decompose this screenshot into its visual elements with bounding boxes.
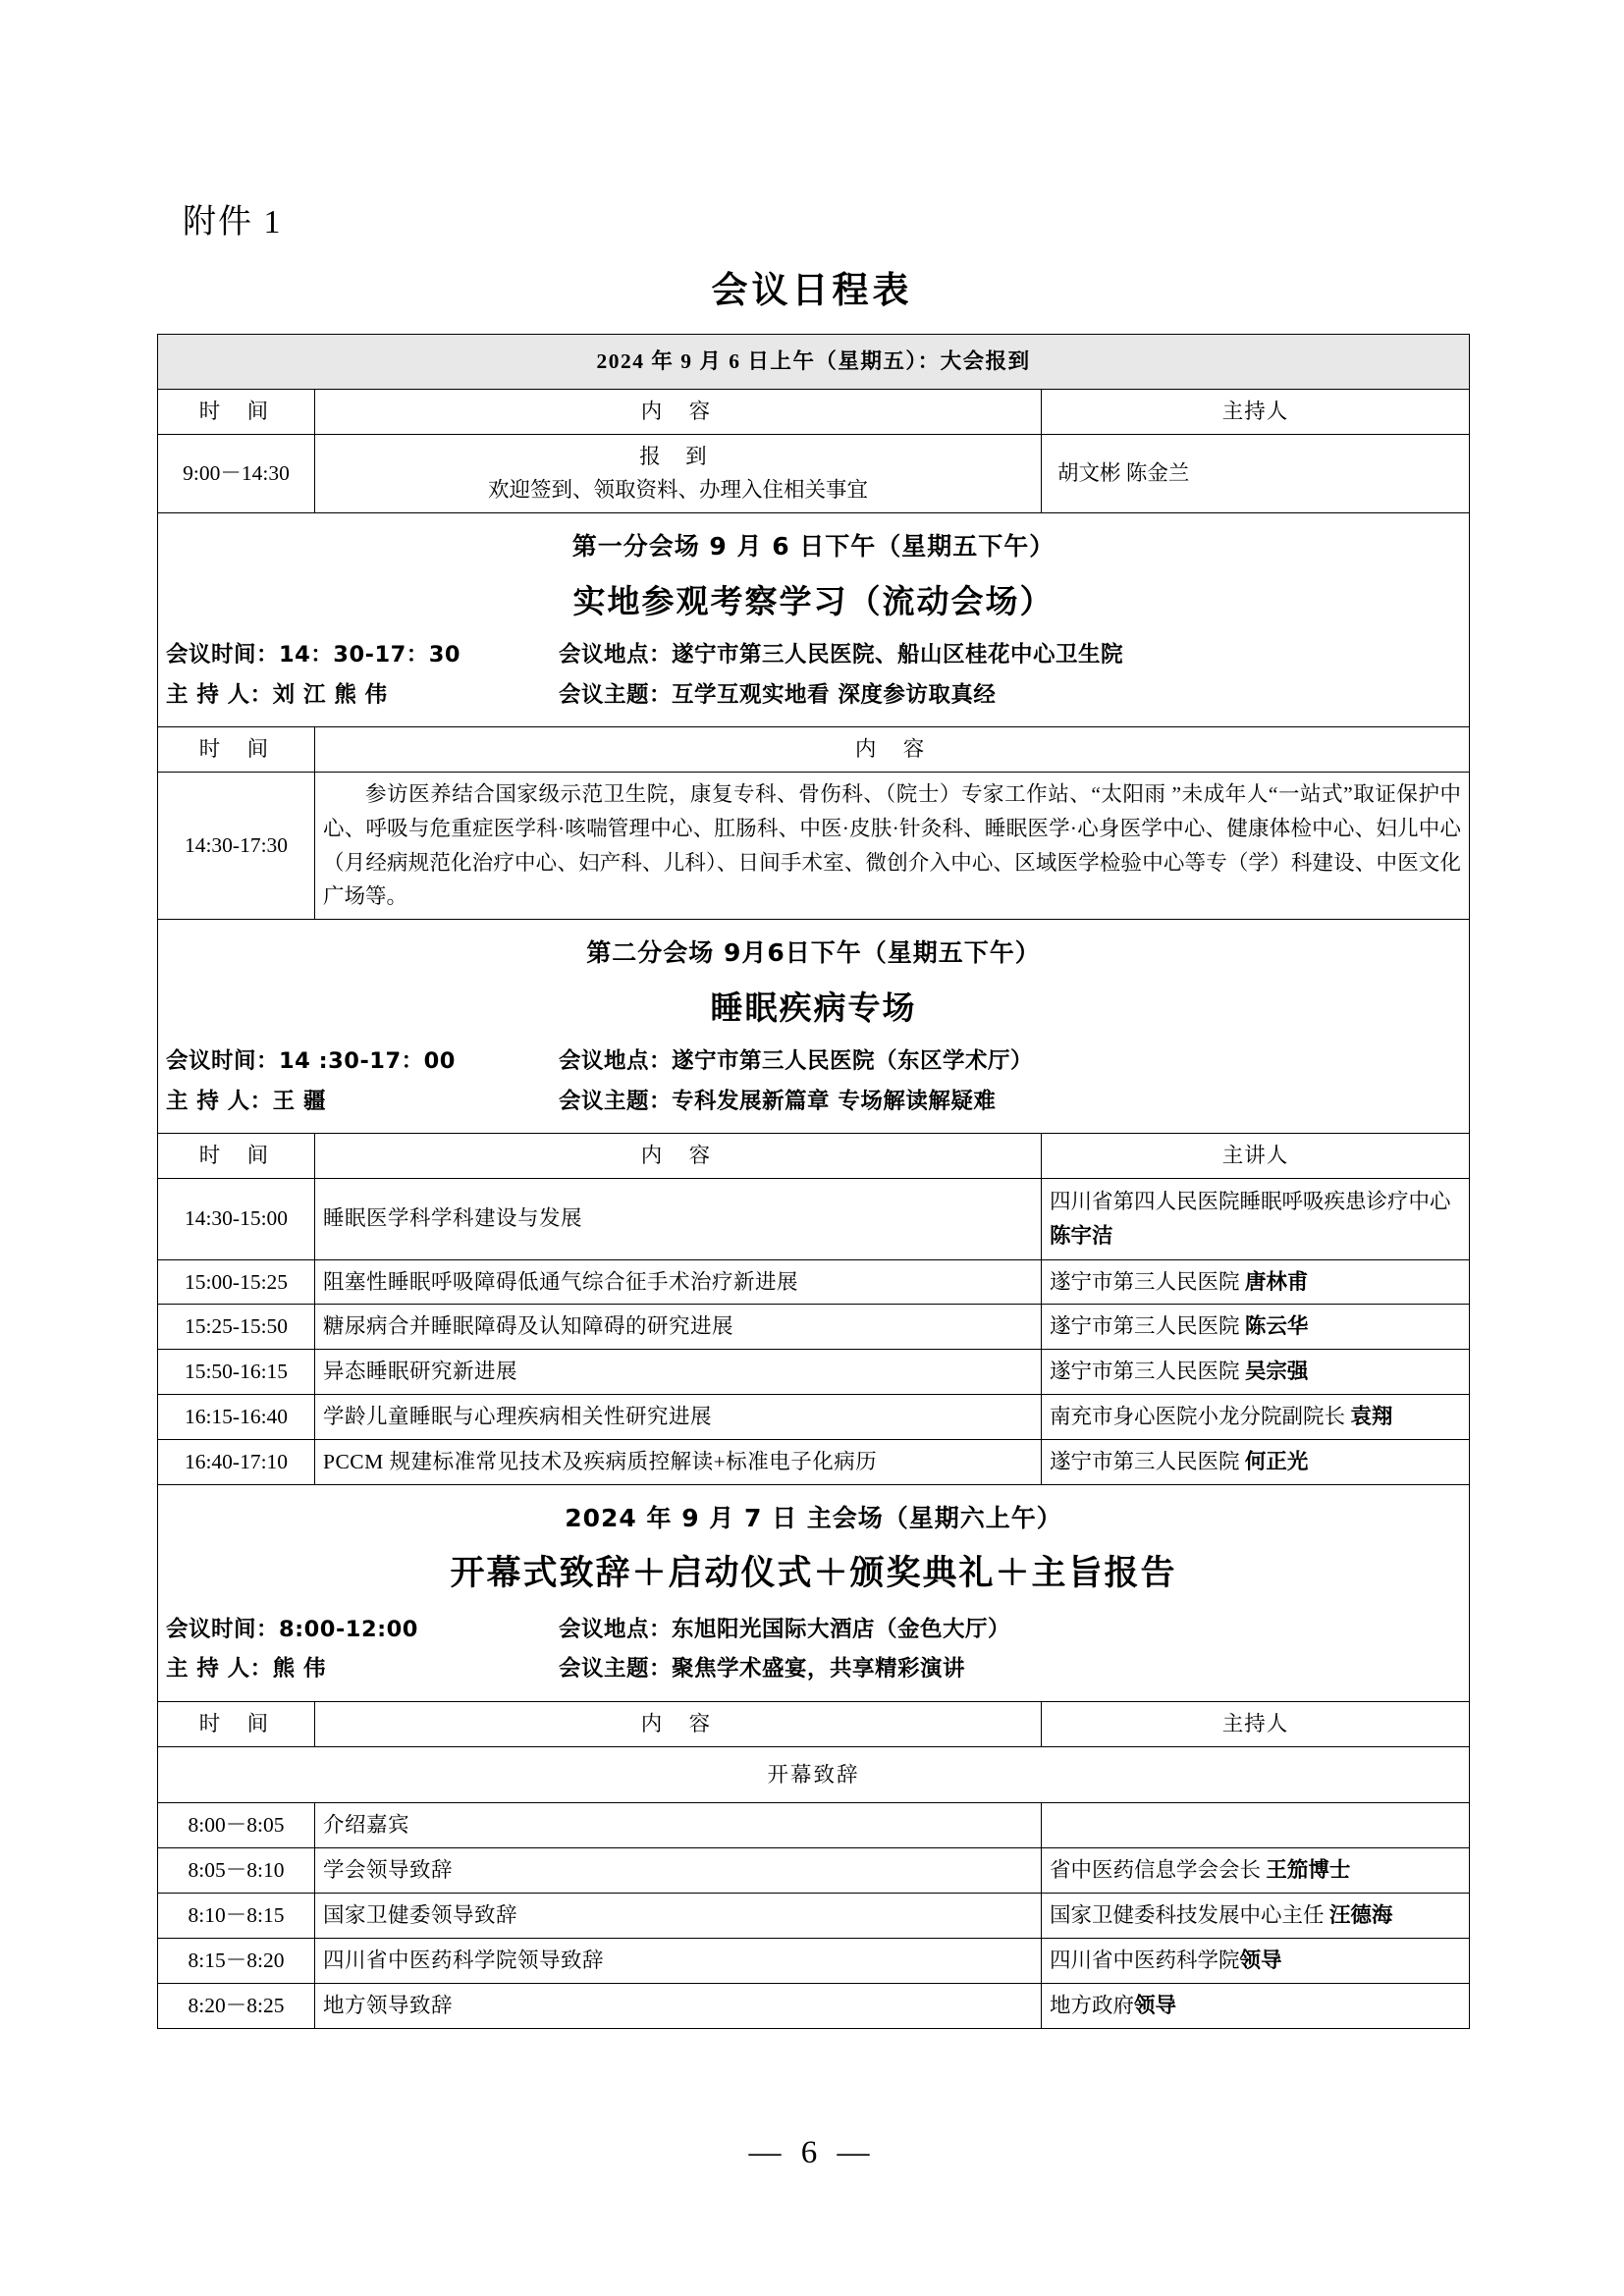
- row-content-line1: 报 到: [639, 444, 717, 468]
- row-content: 异态睡眠研究新进展: [315, 1350, 1042, 1395]
- session-place: 会议地点：遂宁市第三人民医院（东区学术厅）: [559, 1048, 1034, 1075]
- row-time: 16:15-16:40: [158, 1395, 315, 1440]
- row-speaker-name: 袁翔: [1350, 1405, 1393, 1429]
- col-header-time: 时 间: [158, 1701, 315, 1746]
- row-speaker-name: 何正光: [1244, 1449, 1309, 1473]
- row-host-org: 四川省中医药科学院: [1050, 1948, 1240, 1972]
- session-title: 睡眠疾病专场: [710, 988, 917, 1027]
- row-speaker-org: 遂宁市第三人民医院: [1050, 1269, 1240, 1294]
- row-content: 参访医养结合国家级示范卫生院，康复专科、骨伤科、（院士）专家工作站、“太阳雨 ”未成年人“一站式”取证保护中心、呼吸与危重症医学科·咳喘管理中心、肛肠科、中医·皮肤·针灸科、睡眠医学·心身医学中心、健康体检中心、妇儿中心（月经病规范化治疗中心、妇产科、儿科）、日间手术室、微创介入中心、区域医学检验中心等专（学）科建设、中医文化广场等。: [315, 772, 1470, 919]
- session-theme: 会议主题：专科发展新篇章 专场解读解疑难: [559, 1088, 997, 1114]
- row-speaker-org: 遂宁市第三人民医院: [1050, 1360, 1240, 1384]
- session-header-row: [158, 513, 1470, 727]
- session-meta-host-theme: [158, 1651, 1469, 1686]
- row-host: [1042, 1938, 1470, 1983]
- row-content-line2: 欢迎签到、领取资料、办理入住相关事宜: [487, 478, 868, 503]
- sub-band-row: [158, 1746, 1470, 1803]
- attachment-label: 附件 1: [183, 204, 283, 240]
- row-host-name: 汪德海: [1328, 1903, 1393, 1928]
- row-host-org: 国家卫健委科技发展中心主任: [1050, 1903, 1325, 1928]
- row-host: [1042, 1894, 1470, 1939]
- row-time: 8:10－8:15: [158, 1894, 315, 1939]
- row-content: 四川省中医药科学院领导致辞: [315, 1938, 1042, 1983]
- session-title: 开幕式致辞＋启动仪式＋颁奖典礼＋主旨报告: [450, 1554, 1177, 1594]
- session-meta-host-theme: [158, 677, 1469, 713]
- column-header-row: [158, 389, 1470, 434]
- column-header-row: [158, 1701, 1470, 1746]
- col-header-host: 主持人: [1042, 389, 1470, 434]
- table-row: [158, 1848, 1470, 1894]
- row-speaker: [1042, 1395, 1470, 1440]
- row-time: 9:00－14:30: [158, 434, 315, 513]
- table-row: [158, 1983, 1470, 2028]
- session-header-row: [158, 920, 1470, 1134]
- session-header: [158, 513, 1470, 727]
- row-speaker: [1042, 1259, 1470, 1305]
- col-header-host: 主持人: [1042, 1701, 1470, 1746]
- row-time: 8:15－8:20: [158, 1938, 315, 1983]
- session-theme: 会议主题：互学互观实地看 深度参访取真经: [559, 681, 997, 708]
- table-row: [158, 1894, 1470, 1939]
- row-content: 学会领导致辞: [315, 1848, 1042, 1894]
- page-title: 会议日程表: [711, 269, 913, 311]
- row-speaker-name: 吴宗强: [1244, 1360, 1309, 1384]
- row-content: [315, 434, 1042, 513]
- section-band-title: 2024 年 9 月 6 日上午（星期五）：大会报到: [158, 335, 1470, 390]
- session-time: 会议时间：14 :30-17：00: [166, 1048, 456, 1075]
- table-row: [158, 1259, 1470, 1305]
- col-header-content: 内 容: [315, 727, 1470, 773]
- row-host: [1042, 1848, 1470, 1894]
- row-time: 14:30-15:00: [158, 1178, 315, 1259]
- row-host-org: 地方政府: [1050, 1993, 1135, 2017]
- col-header-speaker: 主讲人: [1042, 1134, 1470, 1179]
- session-time: 会议时间：8:00-12:00: [166, 1616, 418, 1642]
- session-host: 主 持 人：熊 伟: [166, 1656, 327, 1682]
- row-speaker-org: 遂宁市第三人民医院: [1050, 1314, 1240, 1339]
- session-title: 实地参观考察学习（流动会场）: [572, 581, 1055, 620]
- row-speaker-name: 唐林甫: [1244, 1269, 1309, 1294]
- row-content: 学龄儿童睡眠与心理疾病相关性研究进展: [315, 1395, 1042, 1440]
- row-time: 8:20－8:25: [158, 1983, 315, 2028]
- row-host-name: 王笳博士: [1266, 1858, 1351, 1883]
- row-speaker: [1042, 1439, 1470, 1484]
- row-host-org: 省中医药信息学会会长: [1050, 1858, 1262, 1883]
- session-meta-time-place: [158, 1043, 1469, 1079]
- table-row: [158, 1938, 1470, 1983]
- row-content: 介绍嘉宾: [315, 1803, 1042, 1848]
- row-host-name: 领导: [1134, 1993, 1177, 2017]
- table-row: [158, 1178, 1470, 1259]
- row-speaker-org: 四川省第四人民医院睡眠呼吸疾患诊疗中心: [1050, 1189, 1451, 1213]
- row-content: 睡眠医学科学科建设与发展: [315, 1178, 1042, 1259]
- row-content: 地方领导致辞: [315, 1983, 1042, 2028]
- table-row: [158, 1350, 1470, 1395]
- session-subtitle: 第一分会场 9 月 6 日下午（星期五下午）: [571, 532, 1056, 561]
- col-header-time: 时 间: [158, 389, 315, 434]
- table-row: [158, 1305, 1470, 1350]
- col-header-time: 时 间: [158, 1134, 315, 1179]
- row-speaker-org: 南充市身心医院小龙分院副院长: [1050, 1405, 1346, 1429]
- page-number: — 6 —: [748, 2135, 876, 2170]
- session-header-row: [158, 1484, 1470, 1701]
- row-host: [1042, 1983, 1470, 2028]
- session-subtitle: 2024 年 9 月 7 日 主会场（星期六上午）: [565, 1503, 1062, 1532]
- session-time: 会议时间：14：30-17：30: [166, 642, 461, 668]
- row-time: 16:40-17:10: [158, 1439, 315, 1484]
- session-meta-host-theme: [158, 1084, 1469, 1119]
- col-header-content: 内 容: [315, 389, 1042, 434]
- row-time: 15:00-15:25: [158, 1259, 315, 1305]
- row-speaker: [1042, 1178, 1470, 1259]
- col-header-content: 内 容: [315, 1134, 1042, 1179]
- table-row: [158, 772, 1470, 919]
- table-row: [158, 1395, 1470, 1440]
- row-time: 15:50-16:15: [158, 1350, 315, 1395]
- row-speaker: [1042, 1305, 1470, 1350]
- table-row: [158, 1803, 1470, 1848]
- session-host: 主 持 人：刘 江 熊 伟: [166, 681, 388, 708]
- session-meta-time-place: [158, 1612, 1469, 1647]
- row-time: 15:25-15:50: [158, 1305, 315, 1350]
- row-time: 8:00－8:05: [158, 1803, 315, 1848]
- col-header-content: 内 容: [315, 1701, 1042, 1746]
- row-host: [1042, 1803, 1470, 1848]
- table-row: [158, 434, 1470, 513]
- row-time: 14:30-17:30: [158, 772, 315, 919]
- agenda-table: [157, 334, 1470, 2029]
- session-header: [158, 920, 1470, 1134]
- session-meta-time-place: [158, 637, 1469, 672]
- row-speaker-name: 陈宇洁: [1050, 1223, 1113, 1248]
- row-content: 阻塞性睡眠呼吸障碍低通气综合征手术治疗新进展: [315, 1259, 1042, 1305]
- session-place: 会议地点：遂宁市第三人民医院、船山区桂花中心卫生院: [559, 642, 1124, 668]
- table-row: [158, 1439, 1470, 1484]
- row-speaker: [1042, 1350, 1470, 1395]
- row-speaker-name: 陈云华: [1244, 1314, 1309, 1339]
- row-content: 糖尿病合并睡眠障碍及认知障碍的研究进展: [315, 1305, 1042, 1350]
- session-place: 会议地点：东旭阳光国际大酒店（金色大厅）: [559, 1616, 1011, 1642]
- row-speaker-org: 遂宁市第三人民医院: [1050, 1449, 1240, 1473]
- section-band-row: [158, 335, 1470, 390]
- session-header: [158, 1484, 1470, 1701]
- column-header-row: [158, 1134, 1470, 1179]
- column-header-row: [158, 727, 1470, 773]
- row-content: 国家卫健委领导致辞: [315, 1894, 1042, 1939]
- row-time: 8:05－8:10: [158, 1848, 315, 1894]
- row-host-name: 领导: [1239, 1948, 1282, 1972]
- row-content: PCCM 规建标准常见技术及疾病质控解读+标准电子化病历: [315, 1439, 1042, 1484]
- col-header-time: 时 间: [158, 727, 315, 773]
- session-subtitle: 第二分会场 9月6日下午（星期五下午）: [586, 938, 1041, 968]
- session-theme: 会议主题：聚焦学术盛宴，共享精彩演讲: [559, 1656, 966, 1682]
- row-host: 胡文彬 陈金兰: [1042, 434, 1470, 513]
- sub-band-title: 开幕致辞: [158, 1746, 1470, 1803]
- session-host: 主 持 人：王 疆: [166, 1088, 327, 1114]
